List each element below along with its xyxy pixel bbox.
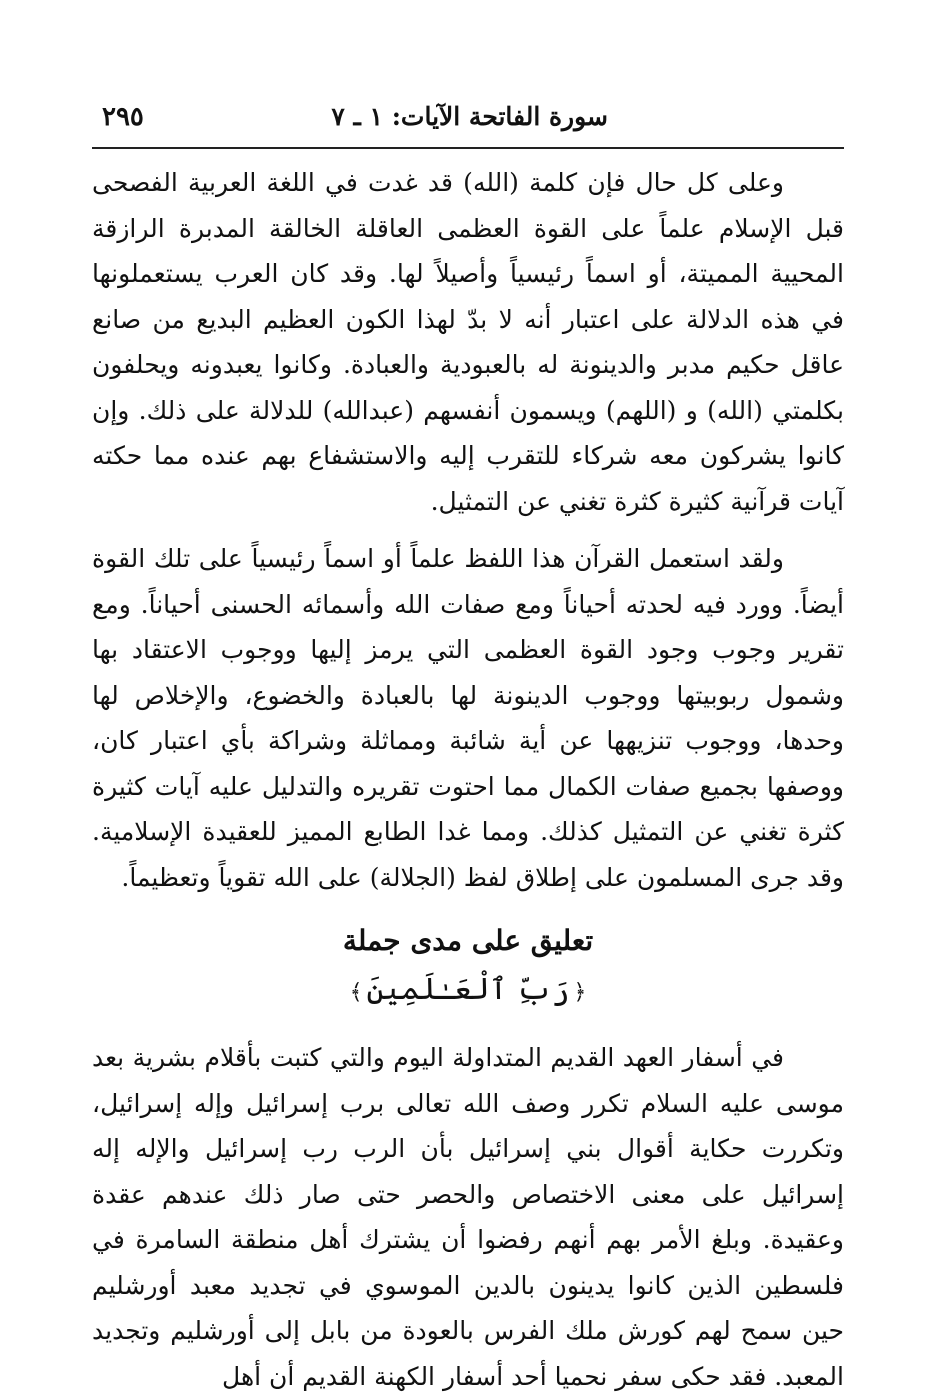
- verse-text: رَبِّ ٱلْعَـٰلَمِينَ: [366, 972, 570, 1007]
- ornament-close: ﴾: [349, 980, 363, 1005]
- page-number: ٢٩٥: [102, 102, 144, 132]
- running-header-title: سورة الفاتحة الآيات: ١ ـ ٧: [331, 102, 608, 131]
- section-heading: [92, 918, 844, 1019]
- page-header: [92, 100, 844, 144]
- ornament-open: ﴿: [573, 980, 587, 1005]
- header-divider: [92, 147, 844, 149]
- paragraph-2: ولقد استعمل القرآن هذا اللفظ علماً أو اسماً رئيسياً على تلك القوة أيضاً. وورد فيه لحدته أحياناً ومع صفات الله وأسمائه الحسنى أحياناً. ومع تقرير وجوب وجود القوة العظمى التي يرمز إليها ووجوب الاعتقاد بها وشمول ربوبيتها ووجوب الدينونة لها بالعبادة والخضوع، والإخلاص لها وحدها، ووجوب تنزيهها عن أية شائبة ومماثلة وشراكة بأي اعتبار كان، ووصفها بجميع صفات الكمال مما احتوت تقريره والتدليل عليه آيات كثيرة كثرة تغني عن التمثيل كذلك. ومما غدا الطابع المميز للعقيدة الإسلامية. وقد جرى المسلمون على إطلاق لفظ (الجلالة) على الله تقوياً وتعظيماً.: [92, 544, 844, 892]
- page-body: [92, 160, 844, 1399]
- section-title: تعليق على مدى جملة: [342, 924, 594, 957]
- paragraph-3: في أسفار العهد القديم المتداولة اليوم والتي كتبت بأقلام بشرية بعد موسى عليه السلام تكرر وصف الله تعالى برب إسرائيل وإله إسرائيل، وتكررت حكاية أقوال بني إسرائيل بأن الرب رب إسرائيل والإله إله إسرائيل على معنى الاختصاص والحصر حتى صار ذلك عندهم عقدة وعقيدة. وبلغ الأمر بهم أنهم رفضوا أن يشترك أهل منطقة السامرة في فلسطين الذين كانوا يدينون بالدين الموسوي في تجديد معبد أورشليم حين سمح لهم كورش ملك الفرس بالعودة من بابل إلى أورشليم وتجديد المعبد. فقد حكى سفر نحميا أحد أسفار الكهنة القديم أن أهل: [92, 1043, 844, 1391]
- paragraph-1: وعلى كل حال فإن كلمة (الله) قد غدت في اللغة العربية الفصحى قبل الإسلام علماً على القوة العظمى العاقلة الخالقة المدبرة الرازقة المحيية المميتة، أو اسماً رئيسياً وأصيلاً لها. وقد كان العرب يستعملونها في هذه الدلالة على اعتبار أنه لا بدّ لهذا الكون العظيم البديع من صانع عاقل حكيم مدبر والدينونة له بالعبودية والعبادة. وكانوا يعبدونه ويحلفون بكلمتي (الله) و (اللهم) ويسمون أنفسهم (عبدالله) للدلالة على ذلك. وإن كانوا يشركون معه شركاء للتقرب إليه والاستشفاع بهم عنده مما حكته آيات قرآنية كثيرة كثرة تغني عن التمثيل.: [92, 168, 844, 516]
- quranic-verse: [92, 964, 844, 1019]
